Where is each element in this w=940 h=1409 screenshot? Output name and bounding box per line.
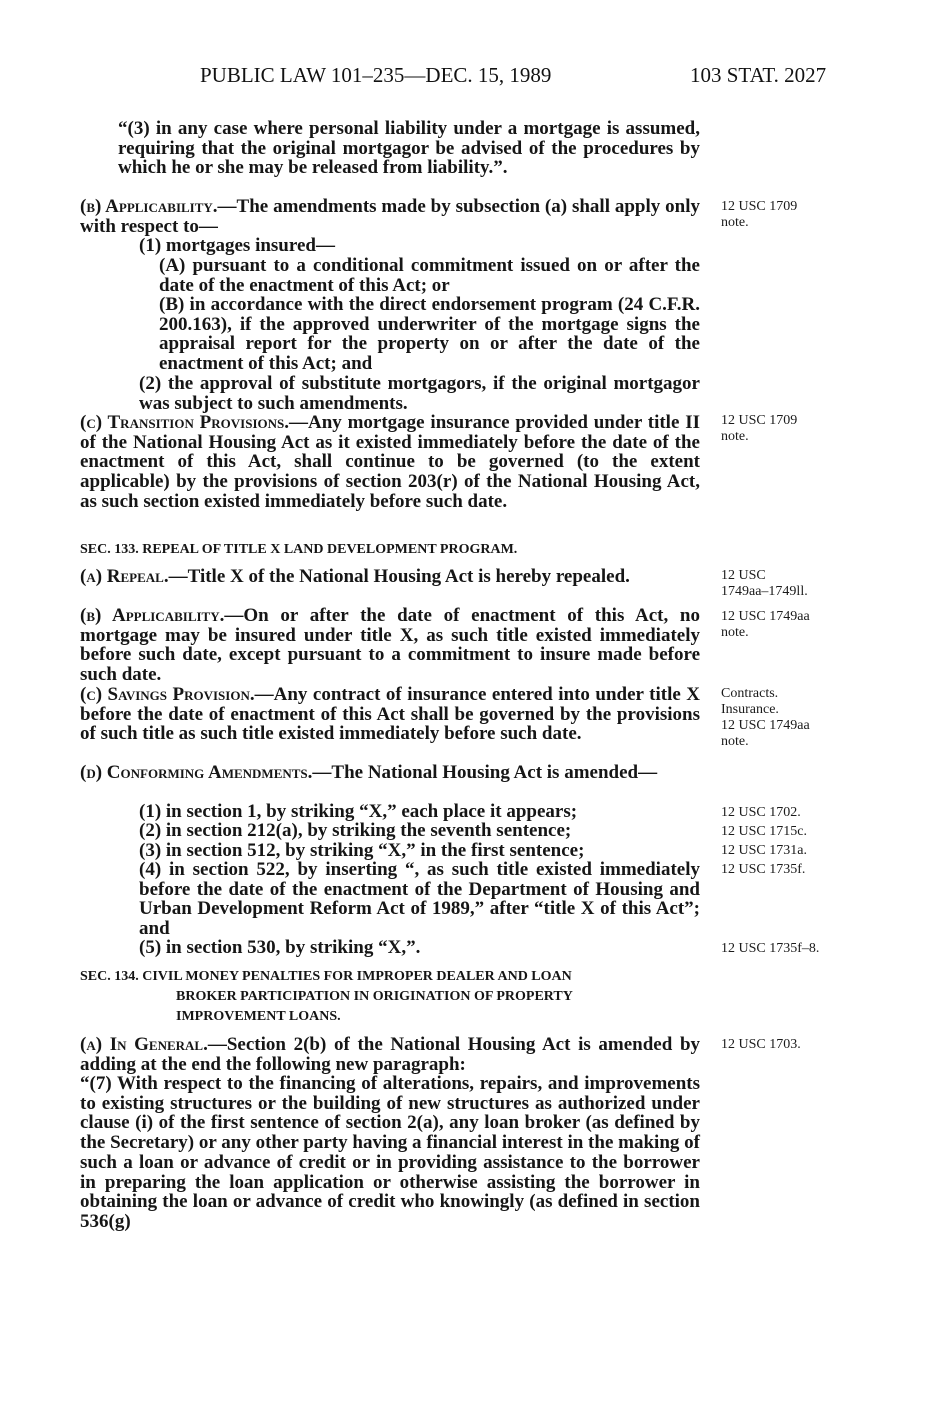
margin-note-usc-1735f-8: 12 USC 1735f–8. [721,941,820,956]
subsection-c-transition [80,413,700,512]
subsection-heading: (a) Repeal. [80,566,169,587]
margin-note-usc-1709-b [721,413,797,445]
margin-note-line: note. [721,215,749,230]
paragraph-2-substitute-mortgagors: (2) the approval of substitute mortgagors, if the original mortgagor was subject to such amendments. [139,373,700,414]
margin-note-line: 12 USC 1709 [721,199,798,214]
subsection-b-applicability [80,197,700,236]
margin-note-contracts-insurance [721,686,810,750]
subsection-heading: (d) Conforming Amendments. [80,762,313,783]
section-134-heading-line1: SEC. 134. CIVIL MONEY PENALTIES FOR IMPROPER DEALER AND LOAN [80,969,572,984]
margin-note-line: note. [721,625,749,640]
amendment-5: (5) in section 530, by striking “X,”. [139,937,421,958]
quoted-paragraph-3: “(3) in any case where personal liability under a mortgage is assumed, requiring that the original mortgagor be advised of the procedures by which he or she may be released from liability.”. [118,118,700,179]
subsection-a-in-general [80,1035,700,1074]
subsection-heading: (a) In General. [80,1034,208,1055]
margin-note-line: 12 USC [721,568,766,583]
margin-note-line: Contracts. [721,686,779,701]
subsection-heading: (b) Applicability. [80,196,218,217]
section-134-heading [80,967,573,1027]
margin-note-usc-1702: 12 USC 1702. [721,805,801,820]
subsection-a-repeal [80,567,700,587]
margin-note-usc-1749aa [721,609,810,641]
subsection-text: —The amendments made by subsection (a) shall apply only with respect to— [80,196,701,237]
subsection-heading: (c) Transition Provisions. [80,412,289,433]
section-133-heading: SEC. 133. REPEAL OF TITLE X LAND DEVELOPMENT PROGRAM. [80,542,518,557]
margin-note-line: note. [721,734,749,749]
margin-note-usc-1735f: 12 USC 1735f. [721,862,806,877]
subsection-heading: (b) Applicability. [80,605,225,626]
margin-note-line: 1749aa–1749ll. [721,584,808,599]
subsection-text: —On or after the date of enactment of this Act, no mortgage may be insured under title X, as such title existed immediately before such date, except pursuant to a commitment to insure made before such date. [80,605,701,686]
margin-note-line: note. [721,429,749,444]
margin-note-usc-1703: 12 USC 1703. [721,1037,801,1052]
amendment-3: (3) in section 512, by striking “X,” in the first sentence; [139,840,585,861]
margin-note-line: 12 USC 1749aa [721,718,810,733]
margin-note-usc-1715c: 12 USC 1715c. [721,824,807,839]
paragraph-1-mortgages-insured: (1) mortgages insured— [139,235,335,256]
amendment-1: (1) in section 1, by striking “X,” each place it appears; [139,801,578,822]
subparagraph-a: (A) pursuant to a conditional commitment issued on or after the date of the enactment of this Act; or [159,255,700,296]
subsection-d-conforming [80,763,700,783]
subparagraph-b: (B) in accordance with the direct endorsement program (24 C.F.R. 200.163), if the approved underwriter of the mortgage signs the appraisal report for the property on or after the date of the enactment of this Act; and [159,294,700,375]
amendment-2: (2) in section 212(a), by striking the seventh sentence; [139,820,572,841]
subsection-text: —Section 2(b) of the National Housing Act is amended by adding at the end the following new paragraph: [80,1034,701,1075]
section-134-heading-line2: BROKER PARTICIPATION IN ORIGINATION OF PROPERTY [176,989,573,1004]
running-header-title: PUBLIC LAW 101–235—DEC. 15, 1989 [200,63,552,87]
margin-note-line: 12 USC 1749aa [721,609,810,624]
section-134-heading-line3: IMPROVEMENT LOANS. [176,1009,341,1024]
amendment-4: (4) in section 522, by inserting “, as such title existed immediately before the date of the enactment of the Department of Housing and Urban Development Reform Act of 1989,” after “title X of this Act”; and [139,859,700,940]
margin-note-usc-1731a: 12 USC 1731a. [721,843,807,858]
subsection-heading: (c) Savings Provision. [80,684,255,705]
subsection-b-applicability-133 [80,606,700,685]
margin-note-usc-1709 [721,199,797,231]
running-header-stat-page: 103 STAT. 2027 [690,63,827,87]
subsection-text: —Title X of the National Housing Act is hereby repealed. [168,566,630,587]
margin-note-line: Insurance. [721,702,779,717]
subsection-text: —Any mortgage insurance provided under title II of the National Housing Act as it existed immediately before the date of the enactment of this Act, shall continue to be governed (to the extent applicable) by the provisions of section 203(r) of the National Housing Act, as such section existed immediately before such date. [80,412,700,512]
subsection-text: —The National Housing Act is amended— [312,762,658,783]
subsection-text: —Any contract of insurance entered into under title X before the date of enactment of this Act shall be governed by the provisions of such title as such title existed immediately before such date. [80,684,701,745]
margin-note-line: 12 USC 1709 [721,413,798,428]
margin-note-usc-1749aa-range [721,568,808,600]
subsection-c-savings [80,685,700,744]
quoted-paragraph-7: “(7) With respect to the financing of alterations, repairs, and improvements to existing structures or the building of new structures as authorized under clause (i) of the first sentence of section 2(a), any loan broker (as defined by the Secretary) or any other party having a financial interest in the making of such a loan or advance of credit or in providing assistance to the borrower in preparing the loan application or otherwise assisting the borrower in obtaining the loan or advance of credit who knowingly (as defined in section 536(g) [80,1073,700,1232]
